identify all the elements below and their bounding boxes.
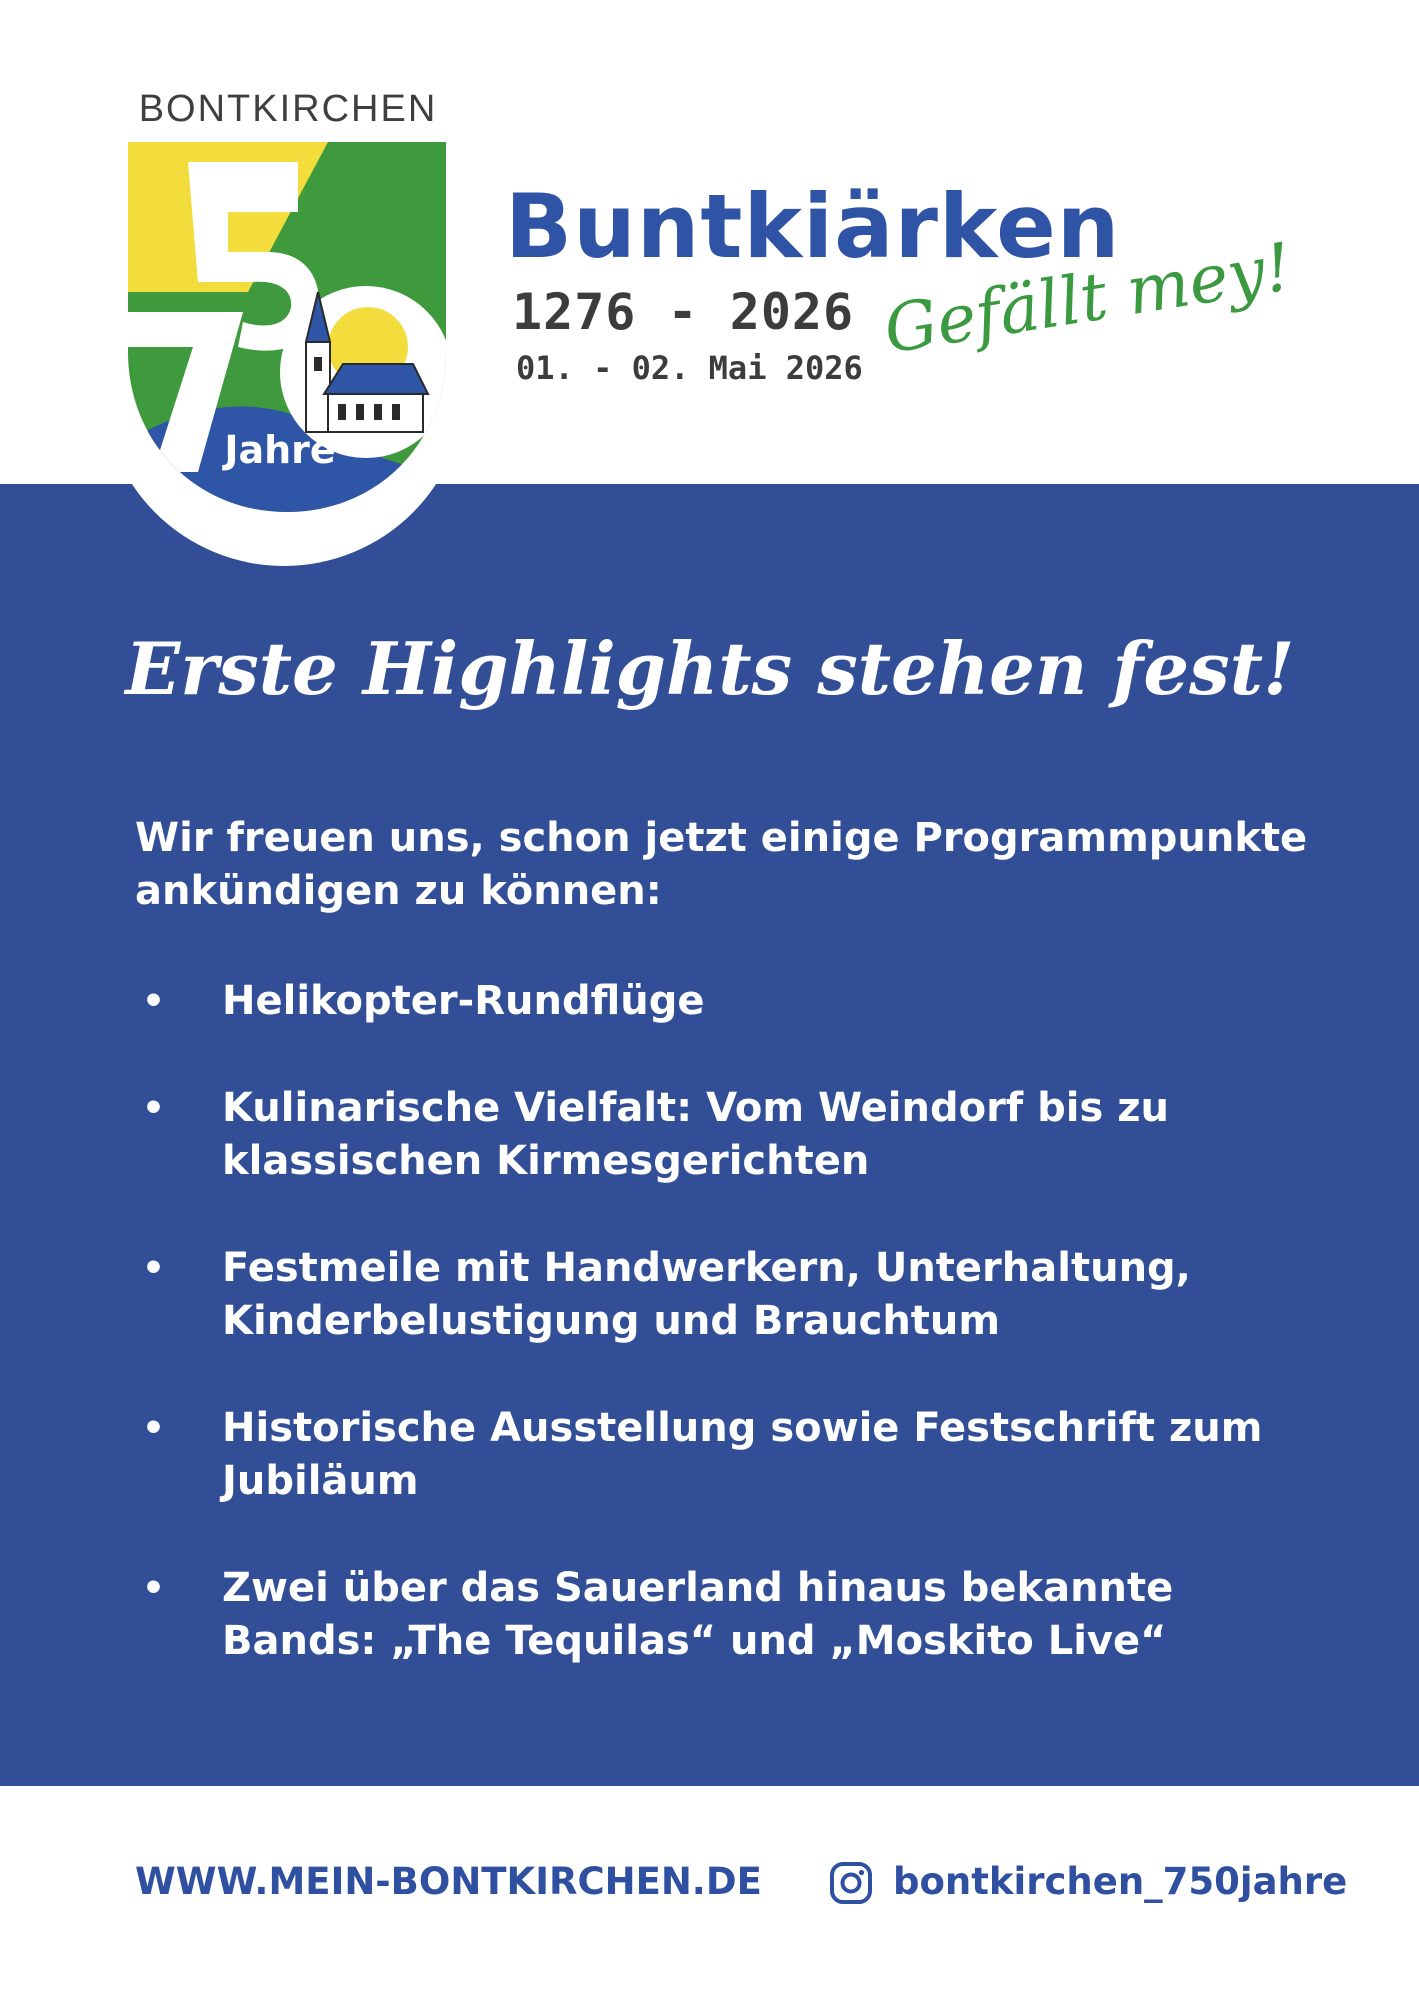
list-item: [135, 1562, 1315, 1668]
event-dates: 01. - 02. Mai 2026: [516, 349, 863, 387]
bullet-icon: •: [142, 1568, 166, 1609]
instagram-handle[interactable]: bontkirchen_750jahre: [893, 1860, 1348, 1903]
list-item: [135, 975, 1315, 1028]
list-item-text: Kulinarische Vielfalt: Vom Weindorf bis zu klassischen Kirmesgerichten: [222, 1085, 1169, 1184]
website-link[interactable]: WWW.MEIN-BONTKIRCHEN.DE: [135, 1860, 762, 1903]
intro-text: Wir freuen uns, schon jetzt einige Programmpunkte ankündigen zu können:: [135, 815, 1308, 914]
bullet-icon: •: [142, 1408, 166, 1449]
list-item-text: Helikopter-Rundflüge: [222, 978, 705, 1024]
years-range: 1276 - 2026: [512, 283, 855, 341]
logo-jahre-label: Jahre: [224, 428, 336, 472]
list-item: [135, 1402, 1315, 1508]
list-item: [135, 1242, 1315, 1348]
logo-caption: BONTKIRCHEN: [138, 88, 438, 130]
list-item-text: Historische Ausstellung sowie Festschrift zum Jubiläum: [222, 1405, 1263, 1504]
instagram-icon: [829, 1861, 873, 1905]
list-item: [135, 1082, 1315, 1188]
headline: Erste Highlights stehen fest!: [125, 626, 1295, 711]
bullet-icon: •: [142, 1248, 166, 1289]
slogan: Gefällt mey!: [878, 228, 1297, 369]
event-title: Buntkiärken: [505, 175, 1121, 278]
bullet-icon: •: [142, 1088, 166, 1129]
list-item-text: Zwei über das Sauerland hinaus bekannte Bands: „The Tequilas“ und „Moskito Live“: [222, 1565, 1174, 1664]
highlights-list: [135, 975, 1315, 1722]
list-item-text: Festmeile mit Handwerkern, Unterhaltung, Kinderbelustigung und Brauchtum: [222, 1245, 1191, 1344]
bullet-icon: •: [142, 981, 166, 1022]
